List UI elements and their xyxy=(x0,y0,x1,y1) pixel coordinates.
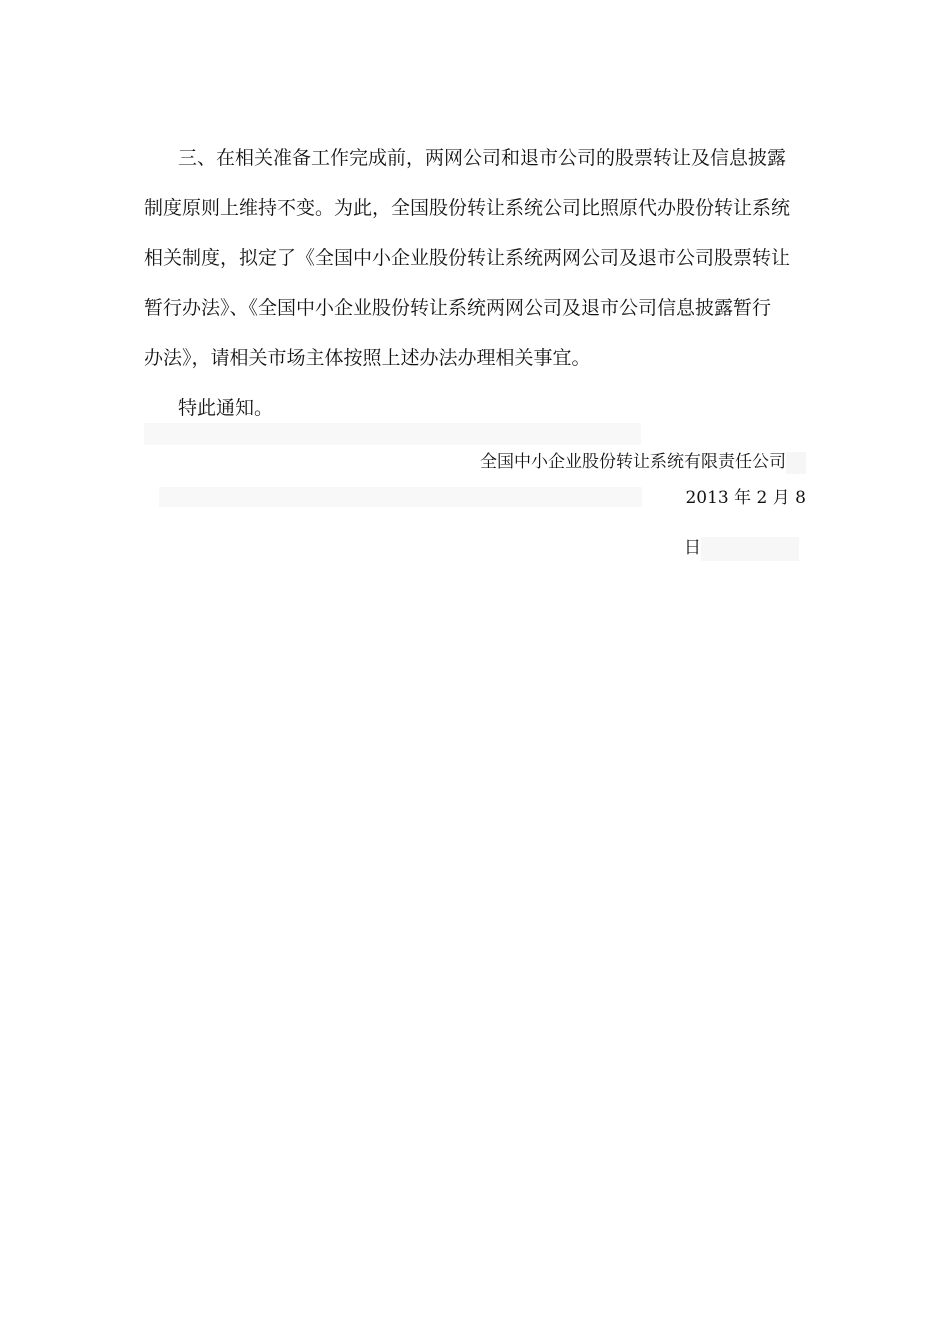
blank-line-band xyxy=(144,423,641,445)
paragraph-line: 办法》，请相关市场主体按照上述办法办理相关事宜。 xyxy=(144,347,591,369)
paragraph-line: 暂行办法》、《全国中小企业股份转让系统两网公司及退市公司信息披露暂行 xyxy=(144,297,772,319)
date-line-band xyxy=(159,487,642,507)
day-character: 日 xyxy=(684,538,701,558)
issuer-signature xyxy=(480,449,806,475)
closing-line: 特此通知。 xyxy=(178,397,274,419)
paragraph-line: 三、在相关准备工作完成前，两网公司和退市公司的股票转让及信息披露 xyxy=(178,147,787,169)
paragraph-line: 相关制度，拟定了《全国中小企业股份转让系统两网公司及退市公司股票转让 xyxy=(144,247,791,269)
paragraph-line: 制度原则上维持不变。为此，全国股份转让系统公司比照原代办股份转让系统 xyxy=(144,197,791,219)
signature-padding xyxy=(786,452,806,474)
notice-body xyxy=(144,133,809,433)
issue-date: 2013 年 2 月 8 xyxy=(685,488,806,508)
issuer-name: 全国中小企业股份转让系统有限责任公司 xyxy=(480,452,786,472)
issue-day xyxy=(684,535,806,561)
day-padding xyxy=(701,537,799,561)
